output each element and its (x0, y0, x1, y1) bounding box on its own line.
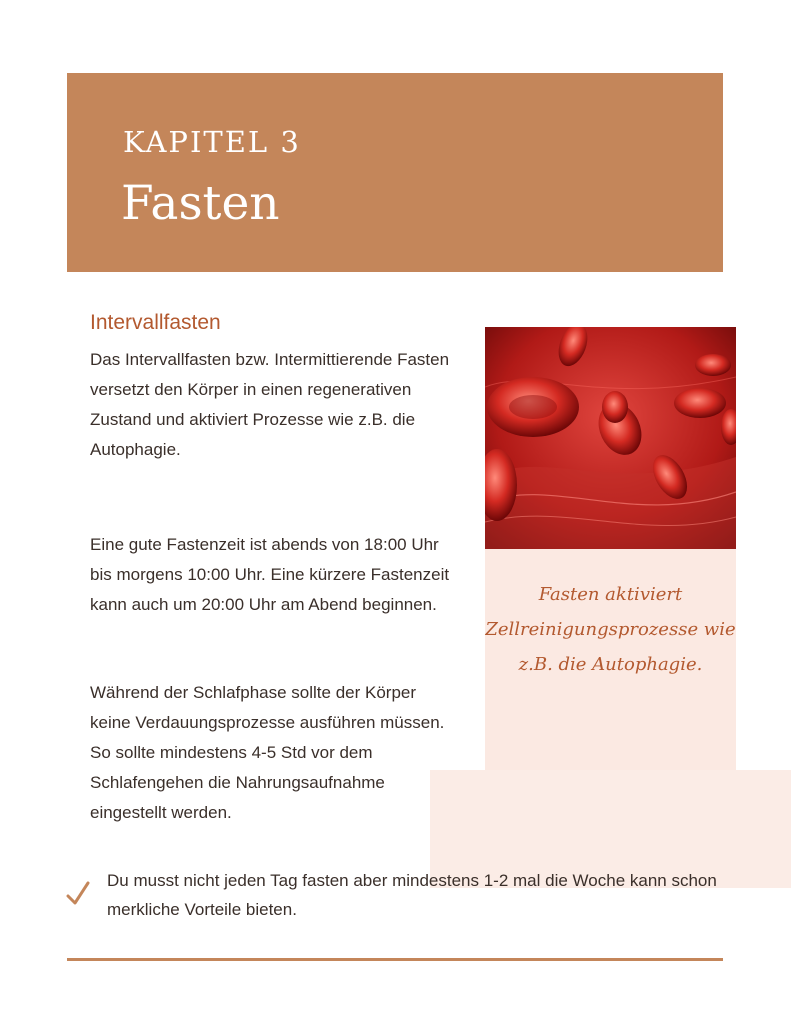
section-heading: Intervallfasten (90, 311, 221, 334)
chapter-label: KAPITEL 3 (123, 125, 301, 159)
paragraph-intro: Das Intervallfasten bzw. Intermittierende Fasten versetzt den Körper in einen regenerativen Zustand und aktiviert Prozesse wie z.B. die Autophagie. (90, 350, 450, 459)
checkmark-icon (66, 880, 90, 908)
red-blood-cells-image (485, 327, 736, 549)
quote-text: Fasten aktiviert Zellreinigungsprozesse wie z.B. die Autophagie. (485, 584, 736, 675)
chapter-header (67, 73, 723, 272)
quote-box (485, 549, 736, 781)
tip-text: Du musst nicht jeden Tag fasten aber mindestens 1-2 mal die Woche kann schon merkliche Vorteile bieten. (107, 871, 717, 919)
chapter-title: Fasten (121, 176, 280, 231)
footer-divider (67, 958, 723, 961)
paragraph-fasting-time: Eine gute Fastenzeit ist abends von 18:00 Uhr bis morgens 10:00 Uhr. Eine kürzere Fastenzeit kann auch um 20:00 Uhr am Abend beginnen. (90, 535, 450, 614)
paragraph-sleep-phase: Während der Schlafphase sollte der Körper keine Verdauungsprozesse ausführen müssen. So sollte mindestens 4-5 Std vor dem Schlafengehen die Nahrungsaufnahme eingestellt werden. (90, 683, 445, 822)
